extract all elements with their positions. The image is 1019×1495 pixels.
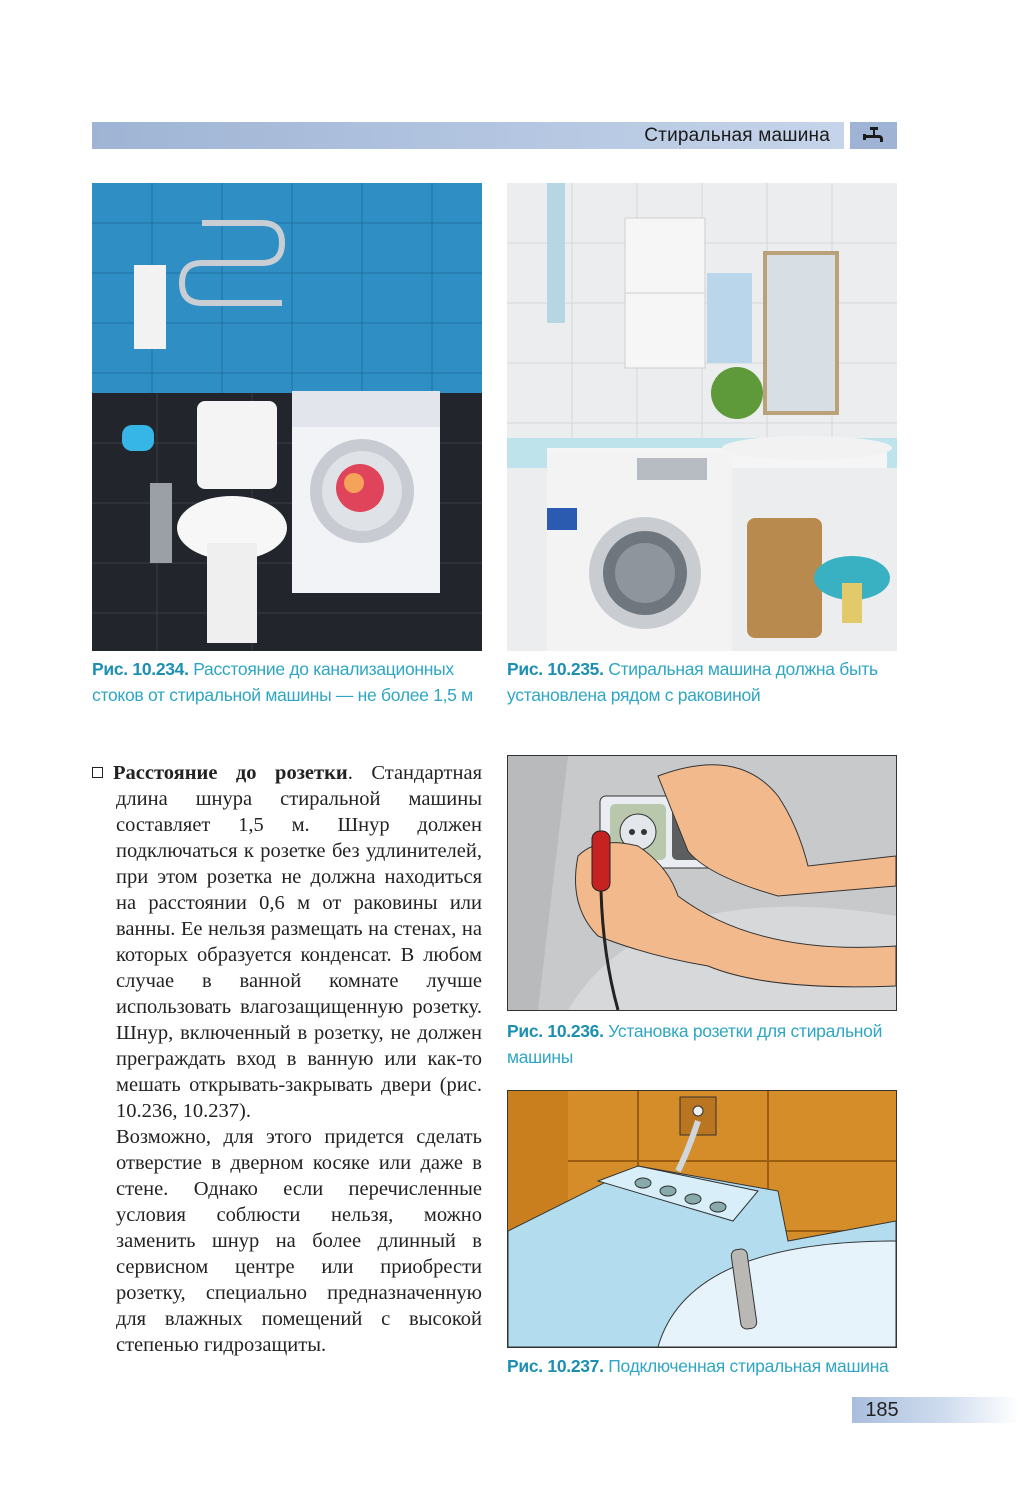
figure-10-234-caption — [92, 656, 484, 708]
paragraph-1 — [92, 760, 482, 1124]
figure-10-235-caption — [507, 656, 899, 708]
figure-number: Рис. 10.237. — [507, 1356, 604, 1376]
figure-caption-text: Подключенная стиральная машина — [608, 1356, 889, 1376]
paragraph-2: Возможно, для этого придется сделать отверстие в дверном косяке или даже в стене. Однако если перечисленные условия соблюсти нельзя, можно заменить шнур на более длинный в сервисном центре или приобрести розетку, специально предназначенную для влажных помещений с высокой степенью гидрозащиты. — [116, 1126, 482, 1356]
figure-10-236-caption — [507, 1018, 899, 1070]
figure-10-237-image — [507, 1090, 897, 1348]
figure-caption-text: Расстояние до канализационных стоков от стиральной машины — не более 1,5 м — [92, 659, 473, 705]
figure-10-234-image — [92, 183, 482, 651]
section-heading: Расстояние до розетки — [113, 762, 348, 784]
figure-10-235-image — [507, 183, 897, 651]
figure-number: Рис. 10.235. — [507, 659, 604, 679]
figure-caption-text: Установка розетки для стиральной машины — [507, 1021, 883, 1067]
figure-10-236-image — [507, 755, 897, 1011]
page-header-title: Стиральная машина — [644, 125, 830, 146]
figure-number: Рис. 10.234. — [92, 659, 189, 679]
figure-number: Рис. 10.236. — [507, 1021, 604, 1041]
figure-caption-text: Стиральная машина должна быть установлена рядом с раковиной — [507, 659, 878, 705]
paragraph-1-text: . Стандартная длина шнура стиральной машины составляет 1,5 м. Шнур должен подключаться к розетке без удлинителей, при этом розетка не должна находиться на расстоянии 0,6 м от раковины или ванны. Ее нельзя размещать на стенах, на которых образуется конденсат. В любом случае в ванной комнате лучше использовать влагозащищенную розетку. Шнур, включенный в розетку, не должен преграждать вход в ванную или как-то мешать открывать-закрывать двери (рис. 10.236, 10.237). — [116, 762, 482, 1122]
body-text — [92, 760, 482, 1358]
figure-10-237-caption — [507, 1353, 899, 1379]
checkbox-bullet-icon — [92, 767, 103, 778]
header-icon-box — [850, 122, 897, 149]
page-number: 185 — [865, 1399, 899, 1421]
faucet-icon — [861, 125, 887, 147]
